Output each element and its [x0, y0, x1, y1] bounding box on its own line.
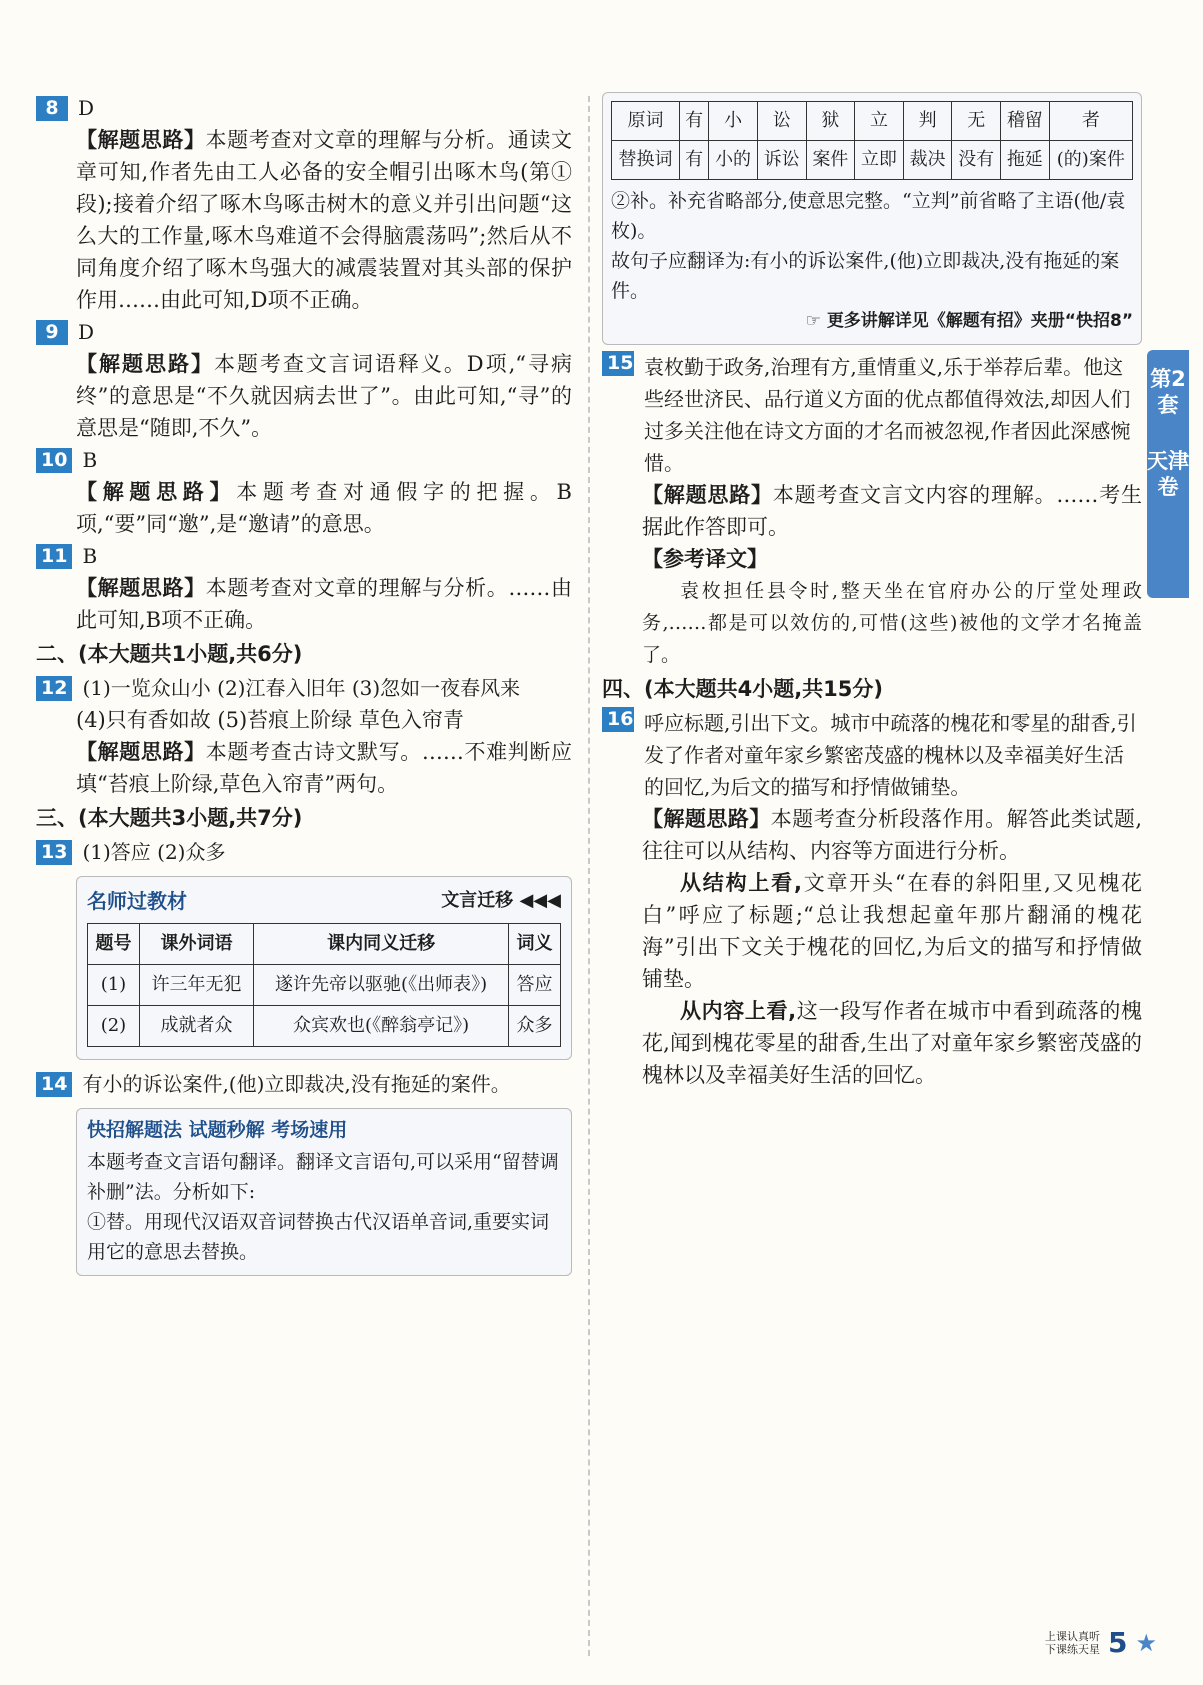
q10-explanation — [36, 476, 572, 540]
left-column — [36, 92, 572, 1276]
side-tab-set: 第2套 — [1150, 367, 1186, 417]
word-replacement-box — [602, 92, 1142, 345]
transfer-cell: 成就者众 — [139, 1006, 253, 1047]
content-analysis — [602, 995, 1142, 1091]
word-cell: (的)案件 — [1049, 141, 1132, 180]
q12-line1: (1)一览众山小 (2)江春入旧年 (3)忽如一夜春风来 — [82, 676, 521, 700]
transfer-table-row — [88, 1006, 561, 1047]
word-cell: 裁决 — [903, 141, 952, 180]
q14-answer — [36, 1068, 572, 1100]
transfer-cell: 遂许先帝以驱驰(《出师表》) — [254, 965, 509, 1006]
more-text: 更多讲解详见《解题有招》夹册“快招8” — [826, 311, 1133, 331]
q9-tag: 【解题思路】 — [76, 352, 214, 376]
step2-text: ②补。补充省略部分,使意思完整。“立判”前省略了主语(他/袁枚)。 — [611, 190, 1126, 242]
slogan-line-1: 上课认真听 — [1045, 1629, 1100, 1643]
transfer-header-cell: 课外词语 — [139, 924, 253, 965]
word-cell: 没有 — [952, 141, 1001, 180]
q10-letter: B — [82, 448, 98, 472]
q15-answer — [602, 351, 1142, 479]
star-mascot-icon: ★ — [1135, 1628, 1157, 1657]
q12-explanation — [36, 736, 572, 800]
word-cell: 立 — [855, 102, 904, 141]
q12-answer — [36, 672, 572, 704]
word-cell: 拖延 — [1001, 141, 1050, 180]
q15-exp-text: 本题考查文言文内容的理解。……考生据此作答即可。 — [642, 483, 1143, 539]
word-cell: 者 — [1049, 102, 1132, 141]
q8-letter: D — [78, 96, 95, 120]
footer-slogan — [1045, 1630, 1100, 1656]
reference-translation: 袁枚担任县令时,整天坐在官府办公的厅堂处理政务,……都是可以效仿的,可惜(这些)被他的文学才名掩盖了。 — [642, 580, 1142, 666]
q14-text: 有小的诉讼案件,(他)立即裁决,没有拖延的案件。 — [82, 1072, 511, 1096]
q11-tag: 【解题思路】 — [76, 576, 206, 600]
q8-explanation — [36, 124, 572, 316]
word-row-original — [612, 102, 1133, 141]
q16-text: 呼应标题,引出下文。城市中疏落的槐花和零星的甜香,引发了作者对童年家乡繁密茂盛的槐林以及幸福美好生活的回忆,为后文的描写和抒情做铺垫。 — [644, 711, 1137, 799]
triangle-arrows-icon: ◀◀◀ — [519, 890, 561, 911]
q9-badge: 9 — [36, 320, 68, 345]
q16-badge: 16 — [602, 707, 634, 732]
side-tab-volume: 天津卷 — [1147, 449, 1189, 499]
q10-tag: 【解题思路】 — [76, 480, 237, 504]
word-cell: 有 — [680, 141, 709, 180]
quick-tip-title: 快招解题法 — [87, 1119, 183, 1141]
content-text: 这一段写作者在城市中看到疏落的槐花,闻到槐花零星的甜香,生出了对童年家乡繁密茂盛的槐林以及幸福美好生活的回忆。 — [642, 999, 1142, 1087]
word-cell: 案件 — [806, 141, 855, 180]
q16-exp-text: 本题考查分析段落作用。解答此类试题,往往可以从结构、内容等方面进行分析。 — [642, 807, 1142, 863]
q8-text: 本题考查对文章的理解与分析。通读文章可知,作者先由工人必备的安全帽引出啄木鸟(第①段);接着介绍了啄木鸟啄击树木的意义并引出问题“这么大的工作量,啄木鸟难道不会得脑震荡吗”;然后从不同角度介绍了啄木鸟强大的减震装置对其头部的保护作用……由此可知,D项不正确。 — [76, 128, 572, 312]
final-translation: 故句子应翻译为:有小的诉讼案件,(他)立即裁决,没有拖延的案件。 — [611, 250, 1120, 302]
q16-tag: 【解题思路】 — [642, 807, 771, 831]
q9-answer — [36, 316, 572, 348]
word-cell: 判 — [903, 102, 952, 141]
word-cell: 诉讼 — [757, 141, 806, 180]
word-cell: 狱 — [806, 102, 855, 141]
transfer-header-cell: 课内同义迁移 — [254, 924, 509, 965]
q10-badge: 10 — [36, 448, 72, 473]
word-replacement-table — [611, 101, 1133, 180]
pointing-hand-icon: ☞ — [805, 311, 821, 331]
section-2-heading: 二、(本大题共1小题,共6分) — [36, 642, 303, 666]
transfer-table — [87, 923, 561, 1047]
word-cell: 小的 — [709, 141, 758, 180]
q11-letter: B — [82, 544, 98, 568]
word-cell: 无 — [952, 102, 1001, 141]
q15-tag: 【解题思路】 — [642, 483, 773, 507]
q13-badge: 13 — [36, 840, 72, 865]
teacher-subtitle-text: 文言迁移 — [441, 890, 514, 911]
q10-answer — [36, 444, 572, 476]
q15-badge: 15 — [602, 351, 634, 376]
section-4-heading: 四、(本大题共4小题,共15分) — [602, 677, 884, 701]
q11-text: 本题考查对文章的理解与分析。……由此可知,B项不正确。 — [76, 576, 573, 632]
q12-text: 本题考查古诗文默写。……不难判断应填“苔痕上阶绿,草色入帘青”两句。 — [76, 740, 573, 796]
structure-text: 文章开头“在春的斜阳里,又见槐花白”呼应了标题;“总让我想起童年那片翻涌的槐花海”引出下文关于槐花的回忆,为后文的描写和抒情做铺垫。 — [642, 871, 1142, 991]
transfer-cell: (2) — [88, 1006, 140, 1047]
structure-analysis — [602, 867, 1142, 995]
word-cell: 讼 — [757, 102, 806, 141]
page-footer — [1045, 1626, 1157, 1659]
more-explanation — [611, 306, 1133, 336]
teacher-panel — [76, 876, 572, 1060]
transfer-cell: 众宾欢也(《醉翁亭记》) — [254, 1006, 509, 1047]
q16-explanation — [602, 803, 1142, 867]
q15-text: 袁枚勤于政务,治理有方,重情重义,乐于举荐后辈。他这些经世济民、品行道义方面的优点都值得效法,却因人们过多关注他在诗文方面的才名而被忽视,作者因此深感惋惜。 — [644, 355, 1131, 475]
q13-answer — [36, 836, 572, 868]
reference-translation-tag: 【参考译文】 — [642, 547, 768, 571]
quick-tip-header — [87, 1115, 561, 1145]
q9-letter: D — [78, 320, 95, 344]
transfer-table-header — [88, 924, 561, 965]
transfer-header-cell: 题号 — [88, 924, 140, 965]
quick-tip-text: 本题考查文言语句翻译。翻译文言语句,可以采用“留替调补删”法。分析如下: — [87, 1151, 559, 1203]
word-cell: 小 — [709, 102, 758, 141]
q11-answer — [36, 540, 572, 572]
quick-tip-panel — [76, 1108, 572, 1276]
content-lead: 从内容上看, — [680, 999, 797, 1023]
right-column — [602, 92, 1142, 1091]
word-cell: 替换词 — [612, 141, 680, 180]
q14-badge: 14 — [36, 1072, 72, 1097]
q12-tag: 【解题思路】 — [76, 740, 206, 764]
q9-explanation — [36, 348, 572, 444]
word-row-replacement — [612, 141, 1133, 180]
column-divider — [588, 96, 590, 1656]
transfer-cell: 答应 — [509, 965, 561, 1006]
q8-badge: 8 — [36, 96, 68, 121]
q15-explanation — [602, 479, 1142, 543]
teacher-subtitle — [441, 885, 561, 917]
q12-badge: 12 — [36, 676, 72, 701]
teacher-title: 名师过教材 — [87, 889, 187, 913]
structure-lead: 从结构上看, — [680, 871, 802, 895]
q9-text: 本题考查文言词语释义。D项,“寻病终”的意思是“不久就因病去世了”。由此可知,“寻”的意思是“随即,不久”。 — [76, 352, 573, 440]
slogan-line-2: 下课练天星 — [1045, 1642, 1100, 1656]
transfer-header-cell: 词义 — [509, 924, 561, 965]
transfer-cell: 众多 — [509, 1006, 561, 1047]
q8-tag: 【解题思路】 — [76, 128, 206, 152]
q11-explanation — [36, 572, 572, 636]
q16-answer — [602, 707, 1142, 803]
side-tab[interactable] — [1147, 350, 1189, 598]
q13-text: (1)答应 (2)众多 — [82, 840, 226, 864]
word-cell: 立即 — [855, 141, 904, 180]
q8-answer — [36, 92, 572, 124]
word-cell: 稽留 — [1001, 102, 1050, 141]
transfer-table-row — [88, 965, 561, 1006]
q12-line2: (4)只有香如故 (5)苔痕上阶绿 草色入帘青 — [76, 708, 464, 732]
quick-tip-step1: ①替。用现代汉语双音词替换古代汉语单音词,重要实词用它的意思去替换。 — [87, 1211, 550, 1263]
transfer-cell: (1) — [88, 965, 140, 1006]
page-number: 5 — [1108, 1626, 1128, 1659]
q10-text: 本题考查对通假字的把握。B项,“要”同“邀”,是“邀请”的意思。 — [76, 480, 572, 536]
word-cell: 原词 — [612, 102, 680, 141]
q11-badge: 11 — [36, 544, 72, 569]
transfer-cell: 许三年无犯 — [139, 965, 253, 1006]
quick-tip-subtitle: 试题秒解 考场速用 — [188, 1119, 348, 1141]
word-cell: 有 — [680, 102, 709, 141]
section-3-heading: 三、(本大题共3小题,共7分) — [36, 806, 303, 830]
